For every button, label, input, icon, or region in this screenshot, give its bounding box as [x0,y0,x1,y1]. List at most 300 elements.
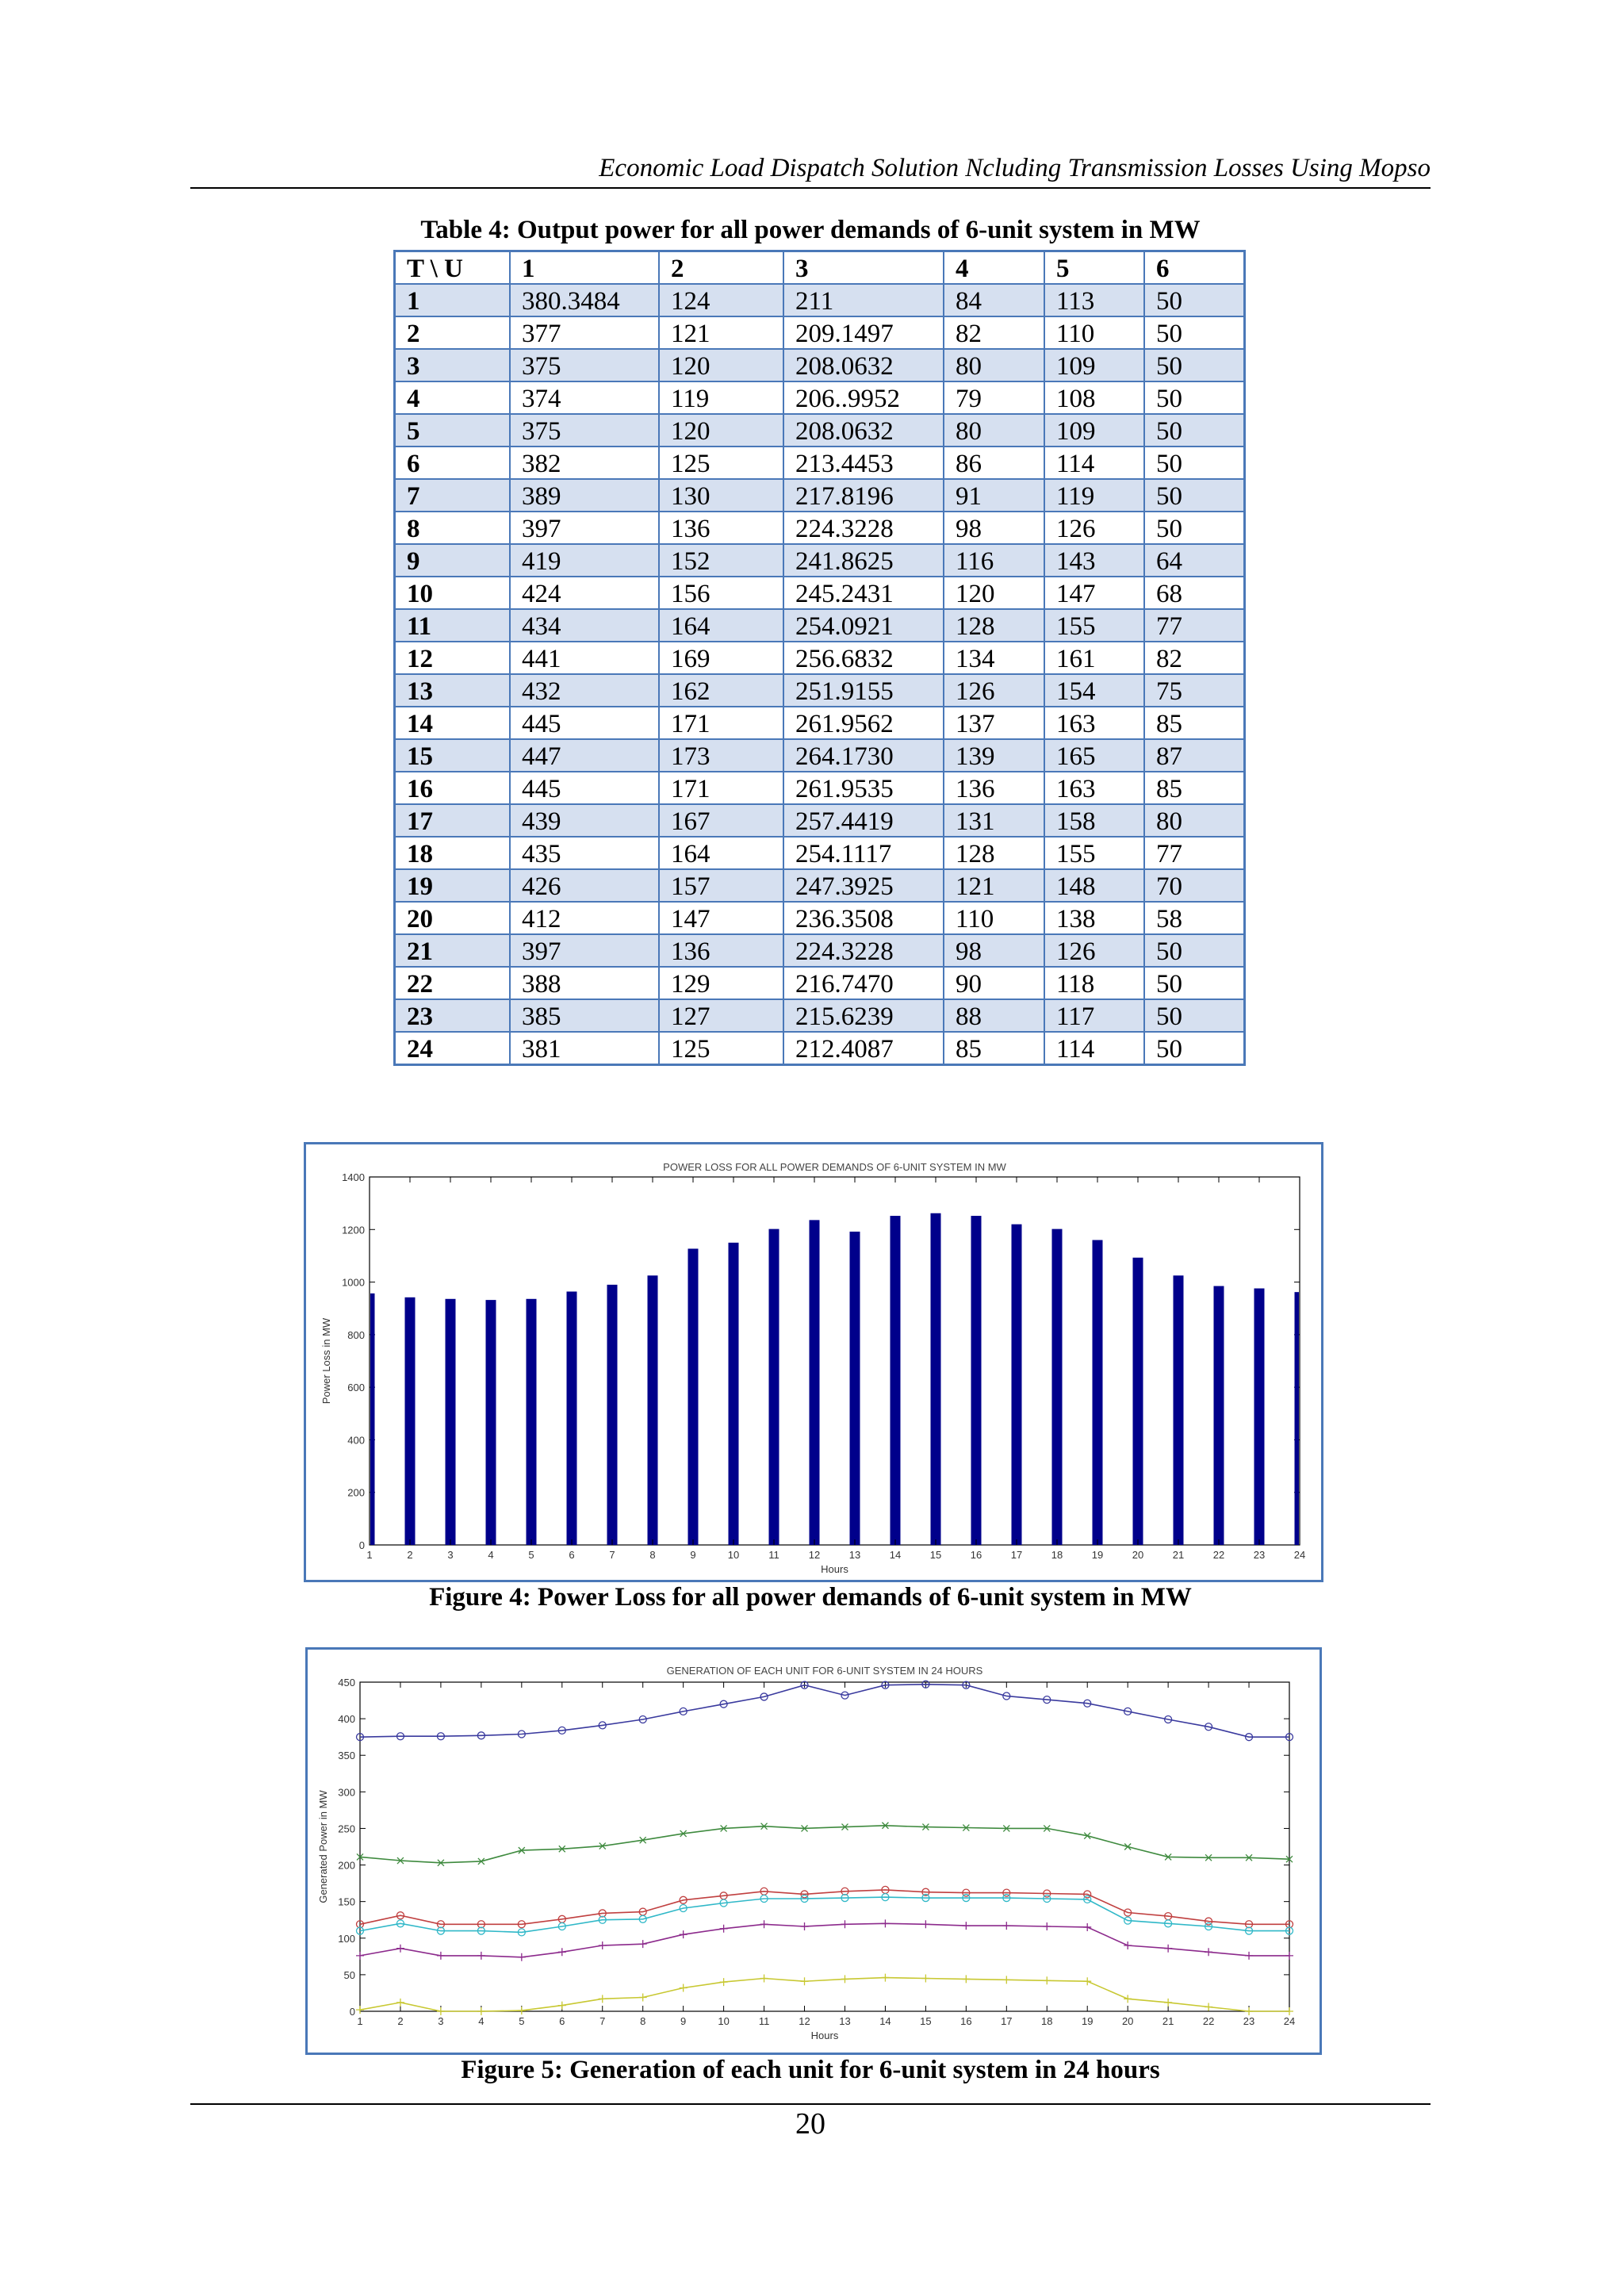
table-cell: 98 [944,512,1044,544]
x-tick-label: 2 [407,1549,413,1561]
table-cell: 121 [659,316,783,349]
row-hour-cell: 2 [395,316,511,349]
x-tick-label: 17 [1010,1549,1023,1561]
table-cell: 82 [944,316,1044,349]
table-row [395,739,1245,772]
y-tick-label: 800 [347,1328,365,1341]
table-cell: 68 [1144,577,1245,609]
bar [931,1213,941,1545]
bar [810,1220,820,1545]
row-hour-cell: 10 [395,577,511,609]
bar [446,1299,456,1545]
row-hour-cell: 23 [395,999,511,1032]
table-cell: 134 [944,642,1044,674]
bar [405,1297,416,1545]
bar [1174,1275,1184,1545]
x-tick-label: 19 [1081,2015,1094,2027]
x-tick-label: 7 [609,1549,615,1561]
y-tick-label: 1400 [342,1171,365,1183]
table-cell: 138 [1044,902,1144,934]
table-cell: 127 [659,999,783,1032]
table-cell: 79 [944,381,1044,414]
x-tick-label: 23 [1243,2015,1255,2027]
column-header: 2 [659,251,783,285]
table-cell: 80 [1144,804,1245,837]
figure4-caption: Figure 4: Power Loss for all power demands of 6-unit system in MW [429,1583,1192,1612]
x-tick-label: 18 [1041,2015,1053,2027]
table-row [395,934,1245,967]
table-row [395,674,1245,707]
generation-line-chart [308,1650,1320,2053]
table-caption: Table 4: Output power for all power demands of 6-unit system in MW [420,216,1201,244]
y-tick-label: 1000 [342,1276,365,1289]
bar [370,1294,375,1545]
row-hour-cell: 16 [395,772,511,804]
table-cell: 171 [659,772,783,804]
table-cell: 375 [510,349,659,381]
table-cell: 64 [1144,544,1245,577]
table-cell: 77 [1144,609,1245,642]
y-tick-label: 250 [338,1823,355,1835]
x-tick-label: 23 [1253,1549,1266,1561]
bar [607,1285,618,1545]
bar [688,1248,699,1545]
running-title: Economic Load Dispatch Solution Ncluding Transmission Losses Using Mopso [599,154,1431,182]
table-header-row [395,251,1245,285]
y-tick-label: 200 [347,1486,365,1499]
bar [1093,1240,1103,1545]
x-tick-label: 14 [889,1549,902,1561]
y-axis-label: Power Loss in MW [320,1317,332,1405]
table-row [395,967,1245,999]
table-cell: 152 [659,544,783,577]
bar [971,1216,982,1545]
bar [1133,1258,1143,1545]
figure4-frame [304,1142,1323,1582]
x-axis-label: Hours [810,2030,839,2041]
table-cell: 128 [944,609,1044,642]
table-cell: 128 [944,837,1044,869]
x-tick-label: 4 [488,1549,494,1561]
table-cell: 424 [510,577,659,609]
table-cell: 50 [1144,316,1245,349]
bar [486,1300,496,1545]
table-row [395,609,1245,642]
bar [729,1243,739,1545]
table-cell: 161 [1044,642,1144,674]
table-cell: 116 [944,544,1044,577]
y-tick-label: 450 [338,1677,355,1688]
bar [891,1216,901,1545]
power-loss-bar-chart [306,1144,1321,1580]
table-cell: 143 [1044,544,1144,577]
table-row [395,642,1245,674]
x-tick-label: 7 [599,2015,606,2027]
table-cell: 119 [659,381,783,414]
figure5-frame [305,1647,1322,2055]
table-cell: 206..9952 [783,381,944,414]
table-cell: 435 [510,837,659,869]
y-tick-label: 350 [338,1750,355,1762]
x-tick-label: 18 [1051,1549,1063,1561]
table-cell: 154 [1044,674,1144,707]
table-cell: 434 [510,609,659,642]
x-tick-label: 20 [1121,2015,1134,2027]
table-cell: 130 [659,479,783,512]
bar [567,1292,577,1545]
x-tick-label: 8 [640,2015,646,2027]
x-tick-label: 9 [690,1549,696,1561]
x-tick-label: 1 [366,1549,373,1561]
y-tick-label: 1200 [342,1224,365,1236]
table-cell: 114 [1044,447,1144,479]
table-cell: 224.3228 [783,934,944,967]
table-cell: 216.7470 [783,967,944,999]
row-hour-cell: 22 [395,967,511,999]
table-cell: 98 [944,934,1044,967]
table-cell: 85 [944,1032,1044,1065]
table-cell: 125 [659,1032,783,1065]
table-cell: 441 [510,642,659,674]
table-cell: 213.4453 [783,447,944,479]
table-cell: 126 [1044,934,1144,967]
table-row [395,316,1245,349]
table-cell: 211 [783,284,944,316]
table-cell: 50 [1144,349,1245,381]
x-tick-label: 9 [680,2015,687,2027]
row-hour-cell: 21 [395,934,511,967]
table-cell: 236.3508 [783,902,944,934]
table-cell: 119 [1044,479,1144,512]
table-cell: 110 [1044,316,1144,349]
y-tick-label: 600 [347,1382,365,1394]
column-header: 3 [783,251,944,285]
table-cell: 171 [659,707,783,739]
table-cell: 126 [1044,512,1144,544]
table-cell: 86 [944,447,1044,479]
table-row [395,544,1245,577]
table-cell: 167 [659,804,783,837]
row-hour-cell: 1 [395,284,511,316]
table-cell: 257.4419 [783,804,944,837]
row-hour-cell: 17 [395,804,511,837]
x-tick-label: 2 [397,2015,404,2027]
table-row [395,1032,1245,1065]
table-cell: 50 [1144,447,1245,479]
x-tick-label: 17 [1001,2015,1013,2027]
table-cell: 158 [1044,804,1144,837]
table-cell: 147 [659,902,783,934]
bar [1052,1229,1063,1545]
table-row [395,512,1245,544]
x-tick-label: 11 [758,2015,770,2027]
y-tick-label: 400 [347,1434,365,1447]
table-cell: 82 [1144,642,1245,674]
table-cell: 419 [510,544,659,577]
row-hour-cell: 4 [395,381,511,414]
table-cell: 164 [659,609,783,642]
y-tick-label: 50 [343,1968,355,1981]
table-cell: 163 [1044,772,1144,804]
table-cell: 121 [944,869,1044,902]
table-cell: 70 [1144,869,1245,902]
table-cell: 90 [944,967,1044,999]
table-row [395,577,1245,609]
table-cell: 254.0921 [783,609,944,642]
y-tick-label: 0 [358,1539,365,1551]
column-header: T \ U [395,251,511,285]
table-cell: 412 [510,902,659,934]
header-rule [190,187,1431,189]
x-tick-label: 16 [960,2015,972,2027]
table-row [395,479,1245,512]
x-tick-label: 10 [727,1549,740,1561]
x-tick-label: 22 [1202,2015,1215,2027]
table-cell: 389 [510,479,659,512]
x-tick-label: 11 [768,1549,779,1561]
bar [850,1232,860,1545]
table-row [395,447,1245,479]
table-cell: 157 [659,869,783,902]
x-tick-label: 3 [447,1549,454,1561]
table-cell: 114 [1044,1032,1144,1065]
row-hour-cell: 15 [395,739,511,772]
table-row [395,772,1245,804]
x-tick-label: 13 [839,2015,851,2027]
table-cell: 136 [659,934,783,967]
x-tick-label: 4 [478,2015,485,2027]
table-cell: 247.3925 [783,869,944,902]
row-hour-cell: 11 [395,609,511,642]
table-cell: 118 [1044,967,1144,999]
table-cell: 382 [510,447,659,479]
x-tick-label: 22 [1212,1549,1225,1561]
x-tick-label: 14 [879,2015,891,2027]
table-cell: 136 [659,512,783,544]
table-cell: 139 [944,739,1044,772]
table-row [395,707,1245,739]
table-cell: 165 [1044,739,1144,772]
footer-rule [190,2103,1431,2105]
table-cell: 136 [944,772,1044,804]
y-tick-label: 150 [338,1895,355,1908]
table-cell: 109 [1044,414,1144,447]
table-cell: 208.0632 [783,349,944,381]
table-cell: 155 [1044,609,1144,642]
bar [648,1275,658,1545]
table-cell: 215.6239 [783,999,944,1032]
table-cell: 50 [1144,934,1245,967]
table-cell: 75 [1144,674,1245,707]
table-cell: 110 [944,902,1044,934]
bar [527,1299,537,1545]
table-row [395,869,1245,902]
x-tick-label: 24 [1293,1549,1306,1561]
table-row [395,902,1245,934]
x-tick-label: 13 [848,1549,861,1561]
table-cell: 163 [1044,707,1144,739]
table-cell: 439 [510,804,659,837]
table-cell: 50 [1144,284,1245,316]
x-tick-label: 21 [1172,1549,1185,1561]
page-number: 20 [795,2107,825,2141]
table-cell: 50 [1144,479,1245,512]
table-cell: 173 [659,739,783,772]
table-cell: 124 [659,284,783,316]
table-cell: 147 [1044,577,1144,609]
table-cell: 169 [659,642,783,674]
chart-title: POWER LOSS FOR ALL POWER DEMANDS OF 6-UNIT SYSTEM IN MW [663,1161,1006,1173]
bar [1295,1292,1300,1545]
table-cell: 447 [510,739,659,772]
x-tick-label: 1 [357,2015,363,2027]
x-tick-label: 5 [519,2015,525,2027]
table-cell: 131 [944,804,1044,837]
table-cell: 50 [1144,967,1245,999]
x-tick-label: 15 [929,1549,942,1561]
x-tick-label: 8 [649,1549,656,1561]
bar [1012,1225,1022,1545]
table-cell: 109 [1044,349,1144,381]
chart-title: GENERATION OF EACH UNIT FOR 6-UNIT SYSTEM IN 24 HOURS [666,1665,983,1677]
x-tick-label: 12 [808,1549,821,1561]
table-cell: 85 [1144,772,1245,804]
table-cell: 224.3228 [783,512,944,544]
table-cell: 374 [510,381,659,414]
table-cell: 156 [659,577,783,609]
table-cell: 208.0632 [783,414,944,447]
table-cell: 120 [944,577,1044,609]
column-header: 4 [944,251,1044,285]
table-row [395,349,1245,381]
table-cell: 50 [1144,1032,1245,1065]
table-cell: 88 [944,999,1044,1032]
row-hour-cell: 3 [395,349,511,381]
table-cell: 241.8625 [783,544,944,577]
table-cell: 80 [944,414,1044,447]
table-cell: 80 [944,349,1044,381]
table-cell: 445 [510,772,659,804]
table-cell: 50 [1144,381,1245,414]
row-hour-cell: 6 [395,447,511,479]
column-header: 1 [510,251,659,285]
table-cell: 377 [510,316,659,349]
table-row [395,837,1245,869]
table-cell: 148 [1044,869,1144,902]
table-cell: 264.1730 [783,739,944,772]
table-cell: 108 [1044,381,1144,414]
table-cell: 261.9562 [783,707,944,739]
table-row [395,414,1245,447]
table-cell: 91 [944,479,1044,512]
table-cell: 85 [1144,707,1245,739]
table-cell: 217.8196 [783,479,944,512]
x-tick-label: 15 [920,2015,932,2027]
table-row [395,999,1245,1032]
table-cell: 137 [944,707,1044,739]
table-cell: 155 [1044,837,1144,869]
table-cell: 375 [510,414,659,447]
y-tick-label: 200 [338,1859,355,1872]
table-cell: 209.1497 [783,316,944,349]
bar [769,1229,779,1545]
table-cell: 256.6832 [783,642,944,674]
x-tick-label: 16 [970,1549,982,1561]
table-cell: 245.2431 [783,577,944,609]
table-cell: 388 [510,967,659,999]
plot-area [370,1177,1300,1545]
x-tick-label: 3 [438,2015,444,2027]
table-cell: 58 [1144,902,1245,934]
plot-area [360,1682,1289,2011]
row-hour-cell: 24 [395,1032,511,1065]
row-hour-cell: 18 [395,837,511,869]
row-hour-cell: 13 [395,674,511,707]
table-cell: 385 [510,999,659,1032]
x-tick-label: 6 [559,2015,565,2027]
x-tick-label: 10 [718,2015,730,2027]
x-tick-label: 5 [528,1549,534,1561]
table-cell: 162 [659,674,783,707]
table-cell: 113 [1044,284,1144,316]
table-cell: 426 [510,869,659,902]
table-cell: 432 [510,674,659,707]
row-hour-cell: 19 [395,869,511,902]
x-tick-label: 12 [799,2015,810,2027]
table-cell: 212.4087 [783,1032,944,1065]
y-axis-label: Generated Power in MW [317,1790,329,1903]
table-cell: 445 [510,707,659,739]
table-cell: 120 [659,349,783,381]
table-cell: 50 [1144,414,1245,447]
table-cell: 254.1117 [783,837,944,869]
row-hour-cell: 9 [395,544,511,577]
table-cell: 380.3484 [510,284,659,316]
table-cell: 129 [659,967,783,999]
table-cell: 261.9535 [783,772,944,804]
y-tick-label: 400 [338,1713,355,1726]
table-cell: 126 [944,674,1044,707]
bar [1214,1286,1224,1545]
table-cell: 87 [1144,739,1245,772]
table-cell: 120 [659,414,783,447]
figure5-caption: Figure 5: Generation of each unit for 6-unit system in 24 hours [461,2056,1160,2084]
y-tick-label: 100 [338,1932,355,1945]
table-cell: 381 [510,1032,659,1065]
row-hour-cell: 5 [395,414,511,447]
bar [1254,1289,1265,1545]
column-header: 6 [1144,251,1245,285]
x-axis-label: Hours [821,1563,848,1575]
row-hour-cell: 7 [395,479,511,512]
y-tick-label: 300 [338,1786,355,1799]
x-tick-label: 21 [1162,2015,1174,2027]
table-cell: 117 [1044,999,1144,1032]
table-cell: 164 [659,837,783,869]
row-hour-cell: 8 [395,512,511,544]
table-cell: 50 [1144,999,1245,1032]
column-header: 5 [1044,251,1144,285]
table-row [395,804,1245,837]
table-cell: 251.9155 [783,674,944,707]
table-cell: 50 [1144,512,1245,544]
row-hour-cell: 12 [395,642,511,674]
x-tick-label: 6 [569,1549,575,1561]
row-hour-cell: 14 [395,707,511,739]
table-row [395,284,1245,316]
table-cell: 397 [510,934,659,967]
x-tick-label: 24 [1283,2015,1296,2027]
